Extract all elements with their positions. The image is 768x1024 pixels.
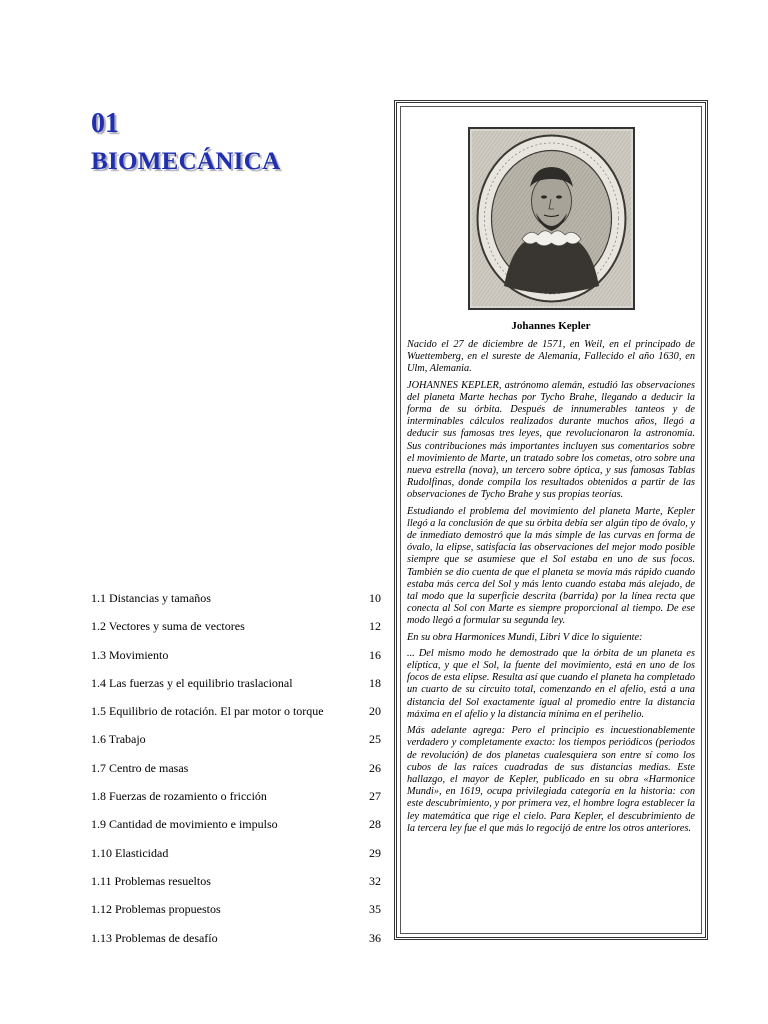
toc-item-page: 27 [369, 789, 381, 804]
toc-item[interactable] [91, 817, 381, 845]
chapter-number: 01 [91, 108, 119, 139]
biography-box [394, 100, 708, 940]
toc-item-page: 20 [369, 704, 381, 719]
portrait-frame [468, 127, 635, 310]
biography-paragraph: Más adelante agrega: Pero el principio es incuestionablemente verdadero y completamente exacto: los tiempos periódicos (periodos de revolución) de dos planetas cualesquiera son entre sí como los cubos de las raíces cuadradas de sus distancias medias. Este hallazgo, el mayor de Kepler, publicado en su obra «Harmonice Mundi», en 1619, ocupa privilegiada categoría en la historia: con este descubrimiento, y por primera vez, el hombre logra establecer la ley matemática que rige el cielo. Para Kepler, el descubrimiento de la tercera ley fue el que más lo regocijó de entre los otros anteriores. [407, 725, 695, 834]
toc-item-page: 36 [369, 930, 381, 945]
toc-item[interactable] [91, 902, 381, 930]
toc-item[interactable] [91, 676, 381, 704]
biography-paragraph: JOHANNES KEPLER, astrónomo alemán, estudió las observaciones del planeta Marte hechas por Tycho Brahe, llegando a deducir la forma de su órbita. Después de innumerables tanteos y de interminables cálculos realizados durante muchos años, llegó a deducir sus famosas tres leyes, que revolucionaron la astronomía. Sus contribuciones más importantes incluyen sus comentarios sobre el movimiento de Marte, un tratado sobre los cometas, otro sobre una nueva estrella (nova), un tercero sobre óptica, y sus famosas Tablas Rudolfinas, donde compila los resultados obtenidos a partir de las observaciones de Tycho Brahe y sus propias teorías. [407, 379, 695, 501]
toc-item[interactable] [91, 591, 381, 619]
toc-item-page: 26 [369, 760, 381, 775]
toc-item-label: 1.7 Centro de masas [91, 760, 189, 775]
toc-item-label: 1.11 Problemas resueltos [91, 873, 211, 888]
toc-item-label: 1.9 Cantidad de movimiento e impulso [91, 817, 278, 832]
toc-item-label: 1.1 Distancias y tamaños [91, 591, 211, 605]
toc-item[interactable] [91, 761, 381, 789]
toc-item[interactable] [91, 732, 381, 760]
toc-item-label: 1.5 Equilibrio de rotación. El par motor o torque [91, 704, 324, 719]
toc-item-label: 1.3 Movimiento [91, 647, 169, 662]
engraved-portrait-icon [472, 131, 631, 306]
toc-item[interactable] [91, 931, 381, 959]
toc-item-label: 1.10 Elasticidad [91, 845, 169, 860]
biography-inner-frame [400, 106, 702, 934]
toc-item-page: 12 [369, 619, 381, 634]
toc-item-label: 1.6 Trabajo [91, 732, 146, 747]
toc-item-page: 16 [369, 647, 381, 662]
biography-paragraph: En su obra Harmonices Mundi, Libri V dice lo siguiente: [407, 631, 643, 643]
biography-paragraph: ... Del mismo modo he demostrado que la órbita de un planeta es elíptica, y que el Sol, la fuente del movimiento, está en uno de los focos de esta elipse. Resulta así que cuando el planeta ha completado un cuarto de su circuito total, comenzando en el afelio, está a una distancia del Sol exactamente igual al promedio entre la distancia máxima en el afelio y la distancia mínima en el perihelio. [407, 647, 695, 720]
toc-item-page: 29 [369, 845, 381, 860]
toc-item-page: 35 [369, 902, 381, 917]
toc-item-page: 10 [369, 591, 381, 605]
toc-item[interactable] [91, 648, 381, 676]
biography-text [407, 339, 695, 839]
toc-item-label: 1.8 Fuerzas de rozamiento o fricción [91, 789, 267, 804]
table-of-contents [91, 591, 381, 959]
toc-item-page: 18 [369, 675, 381, 690]
chapter-title: BIOMECÁNICA [91, 148, 281, 175]
toc-item-label: 1.12 Problemas propuestos [91, 902, 221, 917]
toc-item-page: 25 [369, 732, 381, 747]
biography-name: Johannes Kepler [511, 320, 591, 332]
toc-item-label: 1.13 Problemas de desafío [91, 930, 218, 945]
toc-item-page: 28 [369, 817, 381, 832]
toc-item-label: 1.4 Las fuerzas y el equilibrio traslacional [91, 675, 293, 690]
biography-paragraph: Nacido el 27 de diciembre de 1571, en Weil, en el principado de Wuettemberg, en el sureste de Alemania, Fallecido el año 1630, en Ulm, Alemania. [407, 339, 695, 375]
biography-paragraph: Estudiando el problema del movimiento del planeta Marte, Kepler llegó a la conclusión de que su órbita debía ser algún tipo de óvalo, y de inmediato demostró que la más simple de las curvas en forma de óvalo, la elipse, satisfacía las observaciones del mejor modo posible siempre que se asumiese que el Sol estaba en uno de sus focos. También se dio cuenta de que el planeta se movía más rápido cuando estaba más cerca del Sol y más lento cuando estaba más alejado, de tal modo que la superficie descrita (barrida) por la línea recta que conecta al Sol con Marte es siempre proporcional al tiempo. De ese modo llegó a formular su segunda ley. [407, 505, 695, 627]
toc-item[interactable] [91, 846, 381, 874]
toc-item[interactable] [91, 704, 381, 732]
toc-item[interactable] [91, 619, 381, 647]
toc-item-label: 1.2 Vectores y suma de vectores [91, 619, 245, 634]
toc-item[interactable] [91, 789, 381, 817]
toc-item[interactable] [91, 874, 381, 902]
toc-item-page: 32 [369, 873, 381, 888]
